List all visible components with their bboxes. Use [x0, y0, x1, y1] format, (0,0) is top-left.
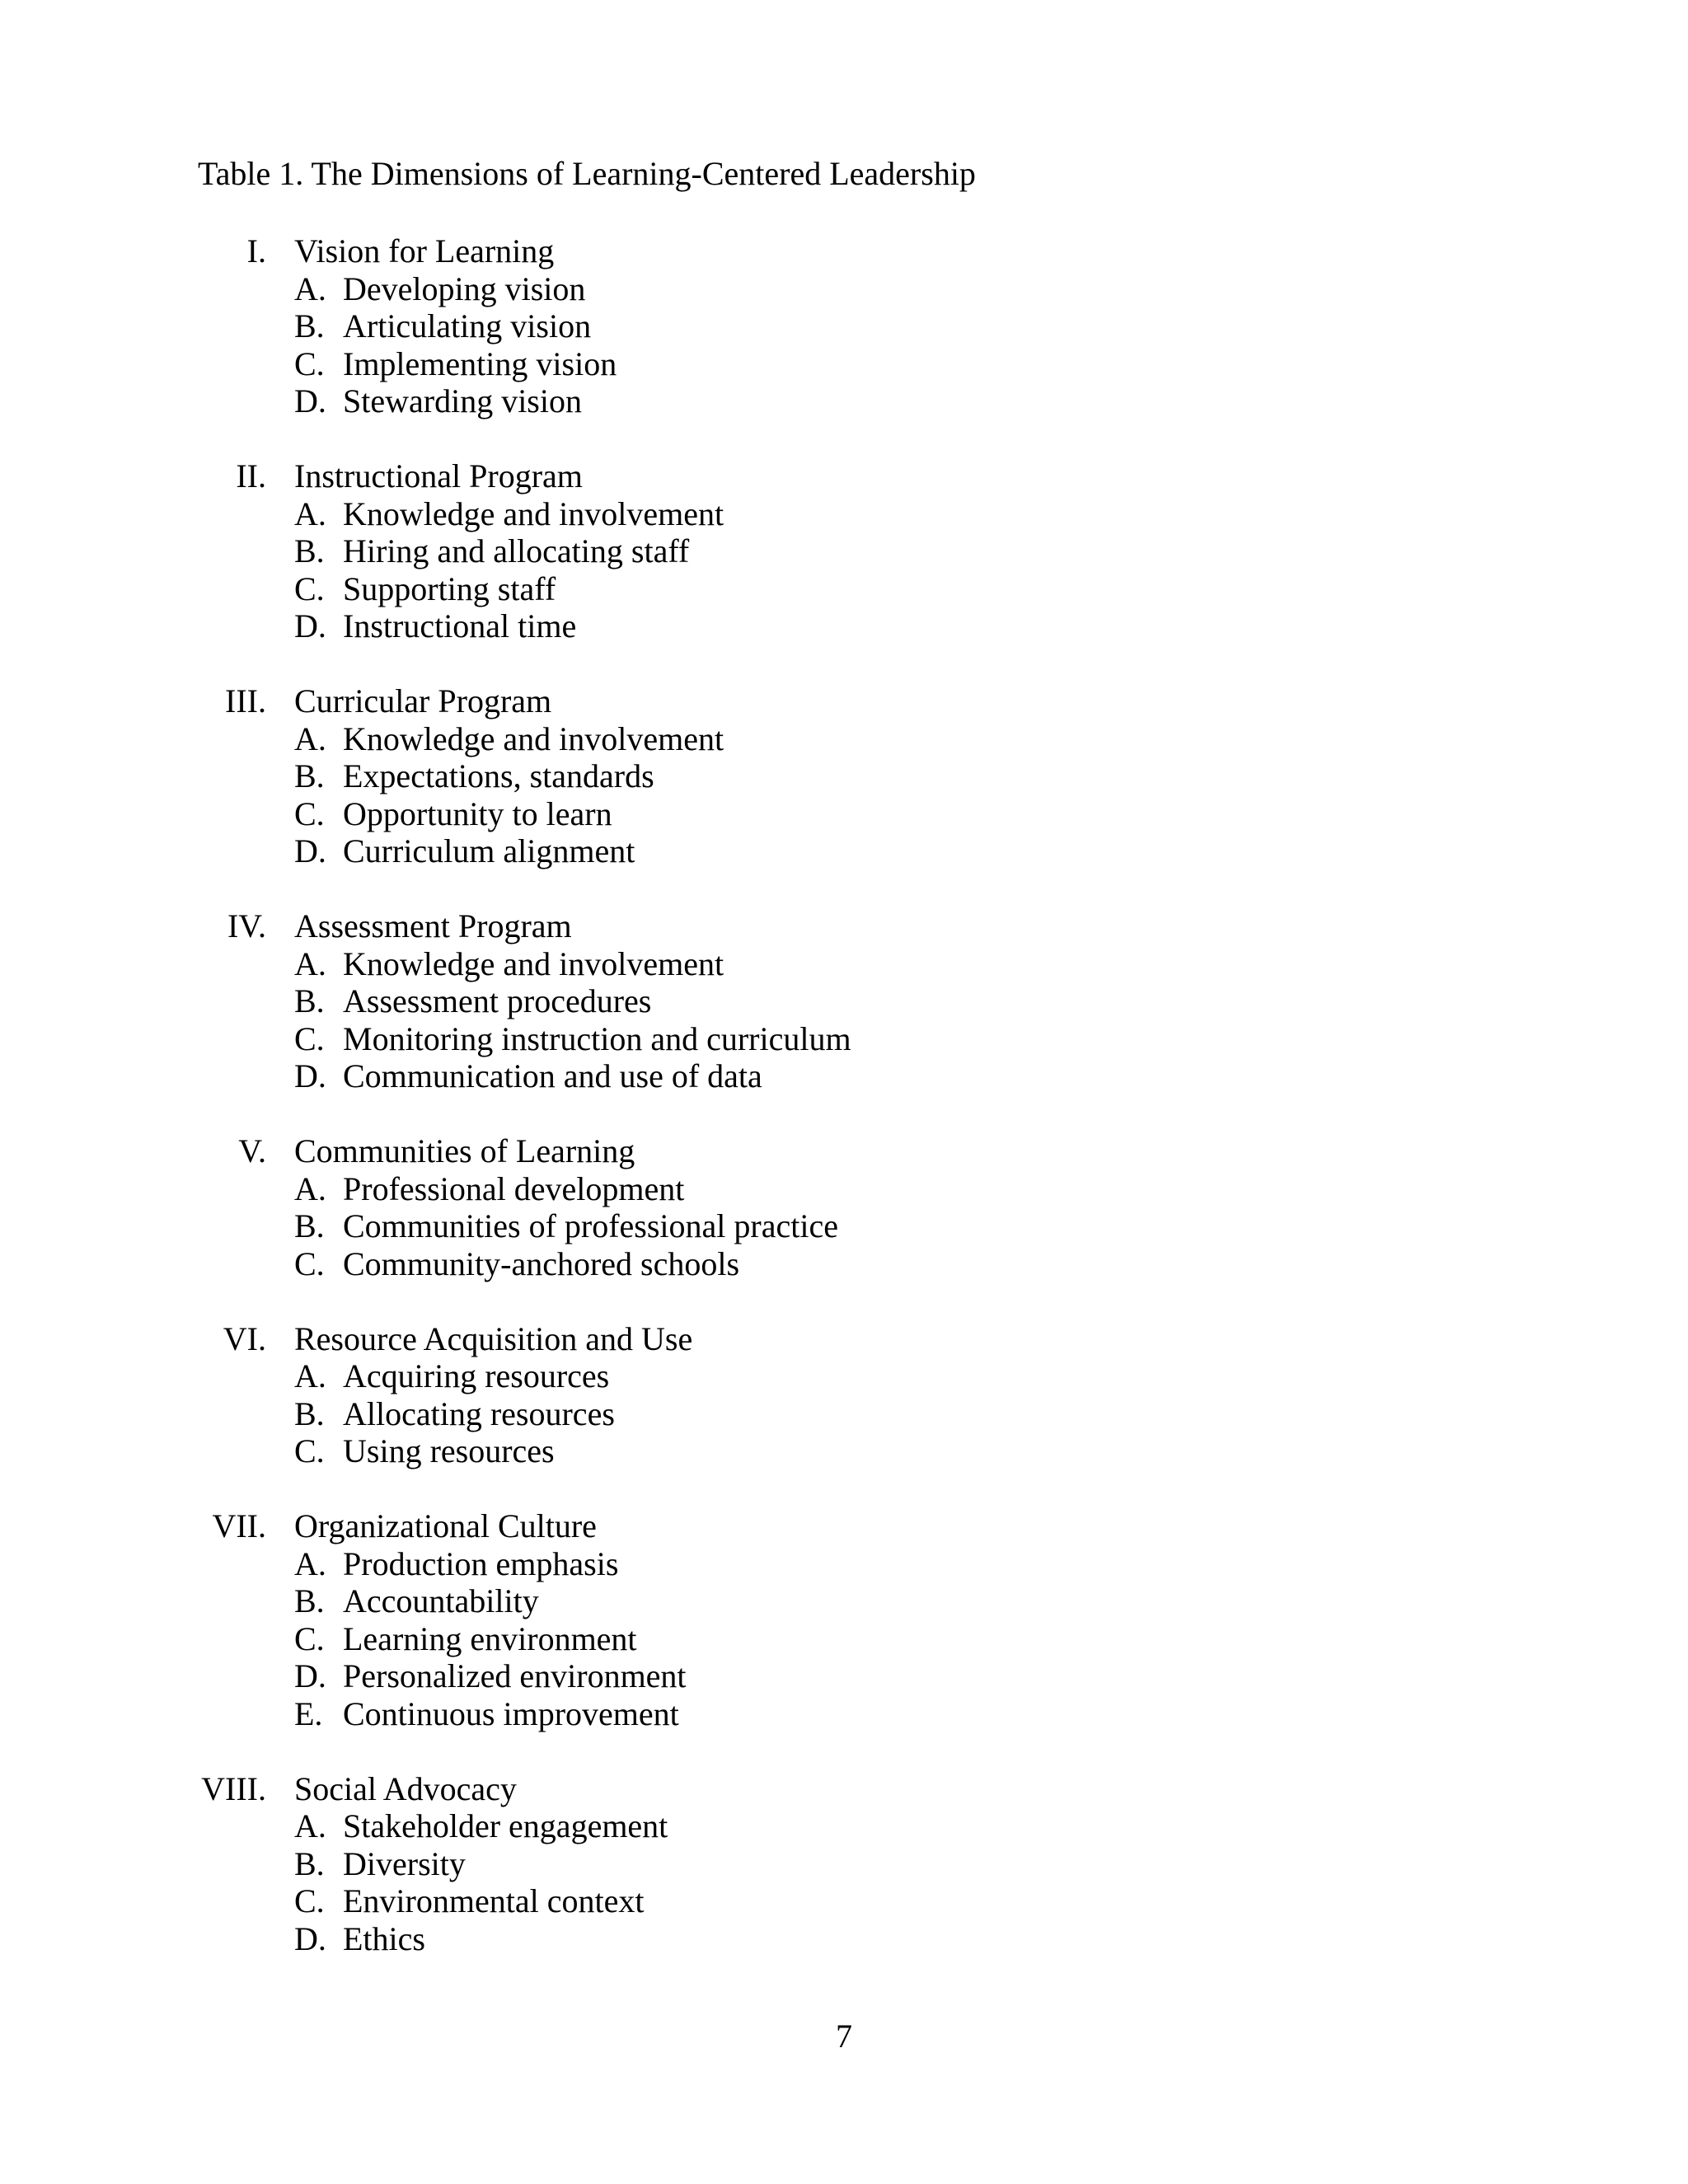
outline-section — [0, 457, 1688, 645]
section-heading-row — [0, 232, 1688, 270]
outline-section — [0, 1770, 1688, 1958]
item-letter: A. — [294, 1544, 326, 1582]
list-item — [0, 1545, 1688, 1583]
item-label: Continuous improvement — [343, 1694, 679, 1732]
item-label: Ethics — [343, 1919, 425, 1957]
list-item — [0, 1620, 1688, 1658]
item-letter: C. — [294, 1019, 325, 1057]
item-letter: C. — [294, 1619, 325, 1657]
outline-section — [0, 1132, 1688, 1282]
section-numeral: VI. — [223, 1319, 266, 1357]
section-numeral: II. — [236, 457, 266, 494]
list-item — [0, 1695, 1688, 1733]
section-numeral: VII. — [212, 1507, 266, 1544]
item-label: Knowledge and involvement — [343, 944, 724, 982]
section-label: Curricular Program — [294, 682, 552, 719]
item-letter: A. — [294, 1807, 326, 1844]
item-letter: D. — [294, 1657, 326, 1694]
list-item — [0, 607, 1688, 645]
item-label: Knowledge and involvement — [343, 494, 724, 532]
item-label: Stewarding vision — [343, 382, 582, 419]
item-label: Accountability — [343, 1582, 539, 1619]
item-letter: D. — [294, 1057, 326, 1094]
item-letter: A. — [294, 269, 326, 307]
list-item — [0, 1657, 1688, 1695]
item-label: Hiring and allocating staff — [343, 532, 690, 569]
section-label: Instructional Program — [294, 457, 583, 494]
section-heading-row — [0, 682, 1688, 720]
item-letter: B. — [294, 757, 325, 794]
list-item — [0, 1207, 1688, 1245]
item-letter: A. — [294, 1169, 326, 1207]
item-label: Monitoring instruction and curriculum — [343, 1019, 851, 1057]
outline-section — [0, 232, 1688, 420]
outline-section — [0, 682, 1688, 870]
list-item — [0, 982, 1688, 1020]
item-label: Opportunity to learn — [343, 794, 612, 832]
section-label: Resource Acquisition and Use — [294, 1319, 693, 1357]
item-letter: B. — [294, 1844, 325, 1882]
item-letter: A. — [294, 1357, 326, 1394]
item-letter: B. — [294, 1394, 325, 1432]
outline-section — [0, 1507, 1688, 1732]
item-letter: C. — [294, 794, 325, 832]
list-item — [0, 757, 1688, 795]
section-label: Assessment Program — [294, 907, 572, 944]
item-letter: A. — [294, 494, 326, 532]
item-label: Communication and use of data — [343, 1057, 762, 1094]
list-item — [0, 1170, 1688, 1208]
list-item — [0, 1582, 1688, 1620]
item-letter: D. — [294, 832, 326, 869]
list-item — [0, 345, 1688, 383]
item-label: Knowledge and involvement — [343, 719, 724, 757]
item-label: Developing vision — [343, 269, 586, 307]
item-letter: C. — [294, 1244, 325, 1282]
item-label: Acquiring resources — [343, 1357, 610, 1394]
section-heading-row — [0, 1770, 1688, 1808]
list-item — [0, 270, 1688, 308]
section-label: Social Advocacy — [294, 1769, 517, 1807]
item-letter: D. — [294, 1919, 326, 1957]
list-item — [0, 382, 1688, 420]
item-letter: B. — [294, 1582, 325, 1619]
section-numeral: I. — [246, 232, 266, 269]
section-heading-row — [0, 1320, 1688, 1358]
list-item — [0, 1357, 1688, 1395]
list-item — [0, 832, 1688, 870]
list-item — [0, 720, 1688, 758]
item-letter: A. — [294, 944, 326, 982]
item-label: Allocating resources — [343, 1394, 615, 1432]
item-label: Instructional time — [343, 607, 577, 644]
list-item — [0, 1845, 1688, 1883]
list-item — [0, 1432, 1688, 1470]
section-heading-row — [0, 1507, 1688, 1545]
item-label: Articulating vision — [343, 307, 592, 344]
item-letter: C. — [294, 344, 325, 382]
section-heading-row — [0, 1132, 1688, 1170]
list-item — [0, 1920, 1688, 1958]
list-item — [0, 1882, 1688, 1920]
item-label: Stakeholder engagement — [343, 1807, 668, 1844]
outline-section — [0, 907, 1688, 1095]
list-item — [0, 1245, 1688, 1283]
item-letter: C. — [294, 1432, 325, 1469]
section-numeral: VIII. — [201, 1769, 266, 1807]
item-label: Learning environment — [343, 1619, 637, 1657]
item-label: Expectations, standards — [343, 757, 654, 794]
item-label: Curriculum alignment — [343, 832, 635, 869]
list-item — [0, 532, 1688, 570]
list-item — [0, 1807, 1688, 1845]
item-letter: B. — [294, 982, 325, 1019]
outline-section — [0, 1320, 1688, 1470]
section-heading-row — [0, 457, 1688, 495]
item-label: Communities of professional practice — [343, 1207, 838, 1244]
item-label: Community-anchored schools — [343, 1244, 740, 1282]
item-letter: C. — [294, 1882, 325, 1919]
list-item — [0, 1020, 1688, 1058]
item-label: Diversity — [343, 1844, 466, 1882]
item-label: Environmental context — [343, 1882, 645, 1919]
list-item — [0, 945, 1688, 983]
table-title: Table 1. The Dimensions of Learning-Centered Leadership — [198, 155, 976, 192]
list-item — [0, 1057, 1688, 1095]
item-letter: D. — [294, 607, 326, 644]
list-item — [0, 1395, 1688, 1433]
list-item — [0, 795, 1688, 833]
section-label: Organizational Culture — [294, 1507, 597, 1544]
item-letter: B. — [294, 1207, 325, 1244]
section-numeral: IV. — [227, 907, 266, 944]
item-label: Implementing vision — [343, 344, 617, 382]
item-label: Personalized environment — [343, 1657, 687, 1694]
list-item — [0, 495, 1688, 533]
list-item — [0, 307, 1688, 345]
section-label: Communities of Learning — [294, 1132, 635, 1169]
page-number: 7 — [836, 2018, 852, 2055]
item-label: Professional development — [343, 1169, 685, 1207]
section-heading-row — [0, 907, 1688, 945]
item-letter: A. — [294, 719, 326, 757]
section-numeral: III. — [225, 682, 266, 719]
outline-list — [0, 232, 1688, 1995]
section-label: Vision for Learning — [294, 232, 555, 269]
item-label: Production emphasis — [343, 1544, 619, 1582]
item-label: Assessment procedures — [343, 982, 652, 1019]
item-letter: B. — [294, 307, 325, 344]
section-numeral: V. — [238, 1132, 266, 1169]
list-item — [0, 570, 1688, 608]
item-letter: D. — [294, 382, 326, 419]
item-letter: B. — [294, 532, 325, 569]
item-label: Supporting staff — [343, 569, 556, 607]
item-letter: C. — [294, 569, 325, 607]
item-letter: E. — [294, 1694, 323, 1732]
item-label: Using resources — [343, 1432, 555, 1469]
